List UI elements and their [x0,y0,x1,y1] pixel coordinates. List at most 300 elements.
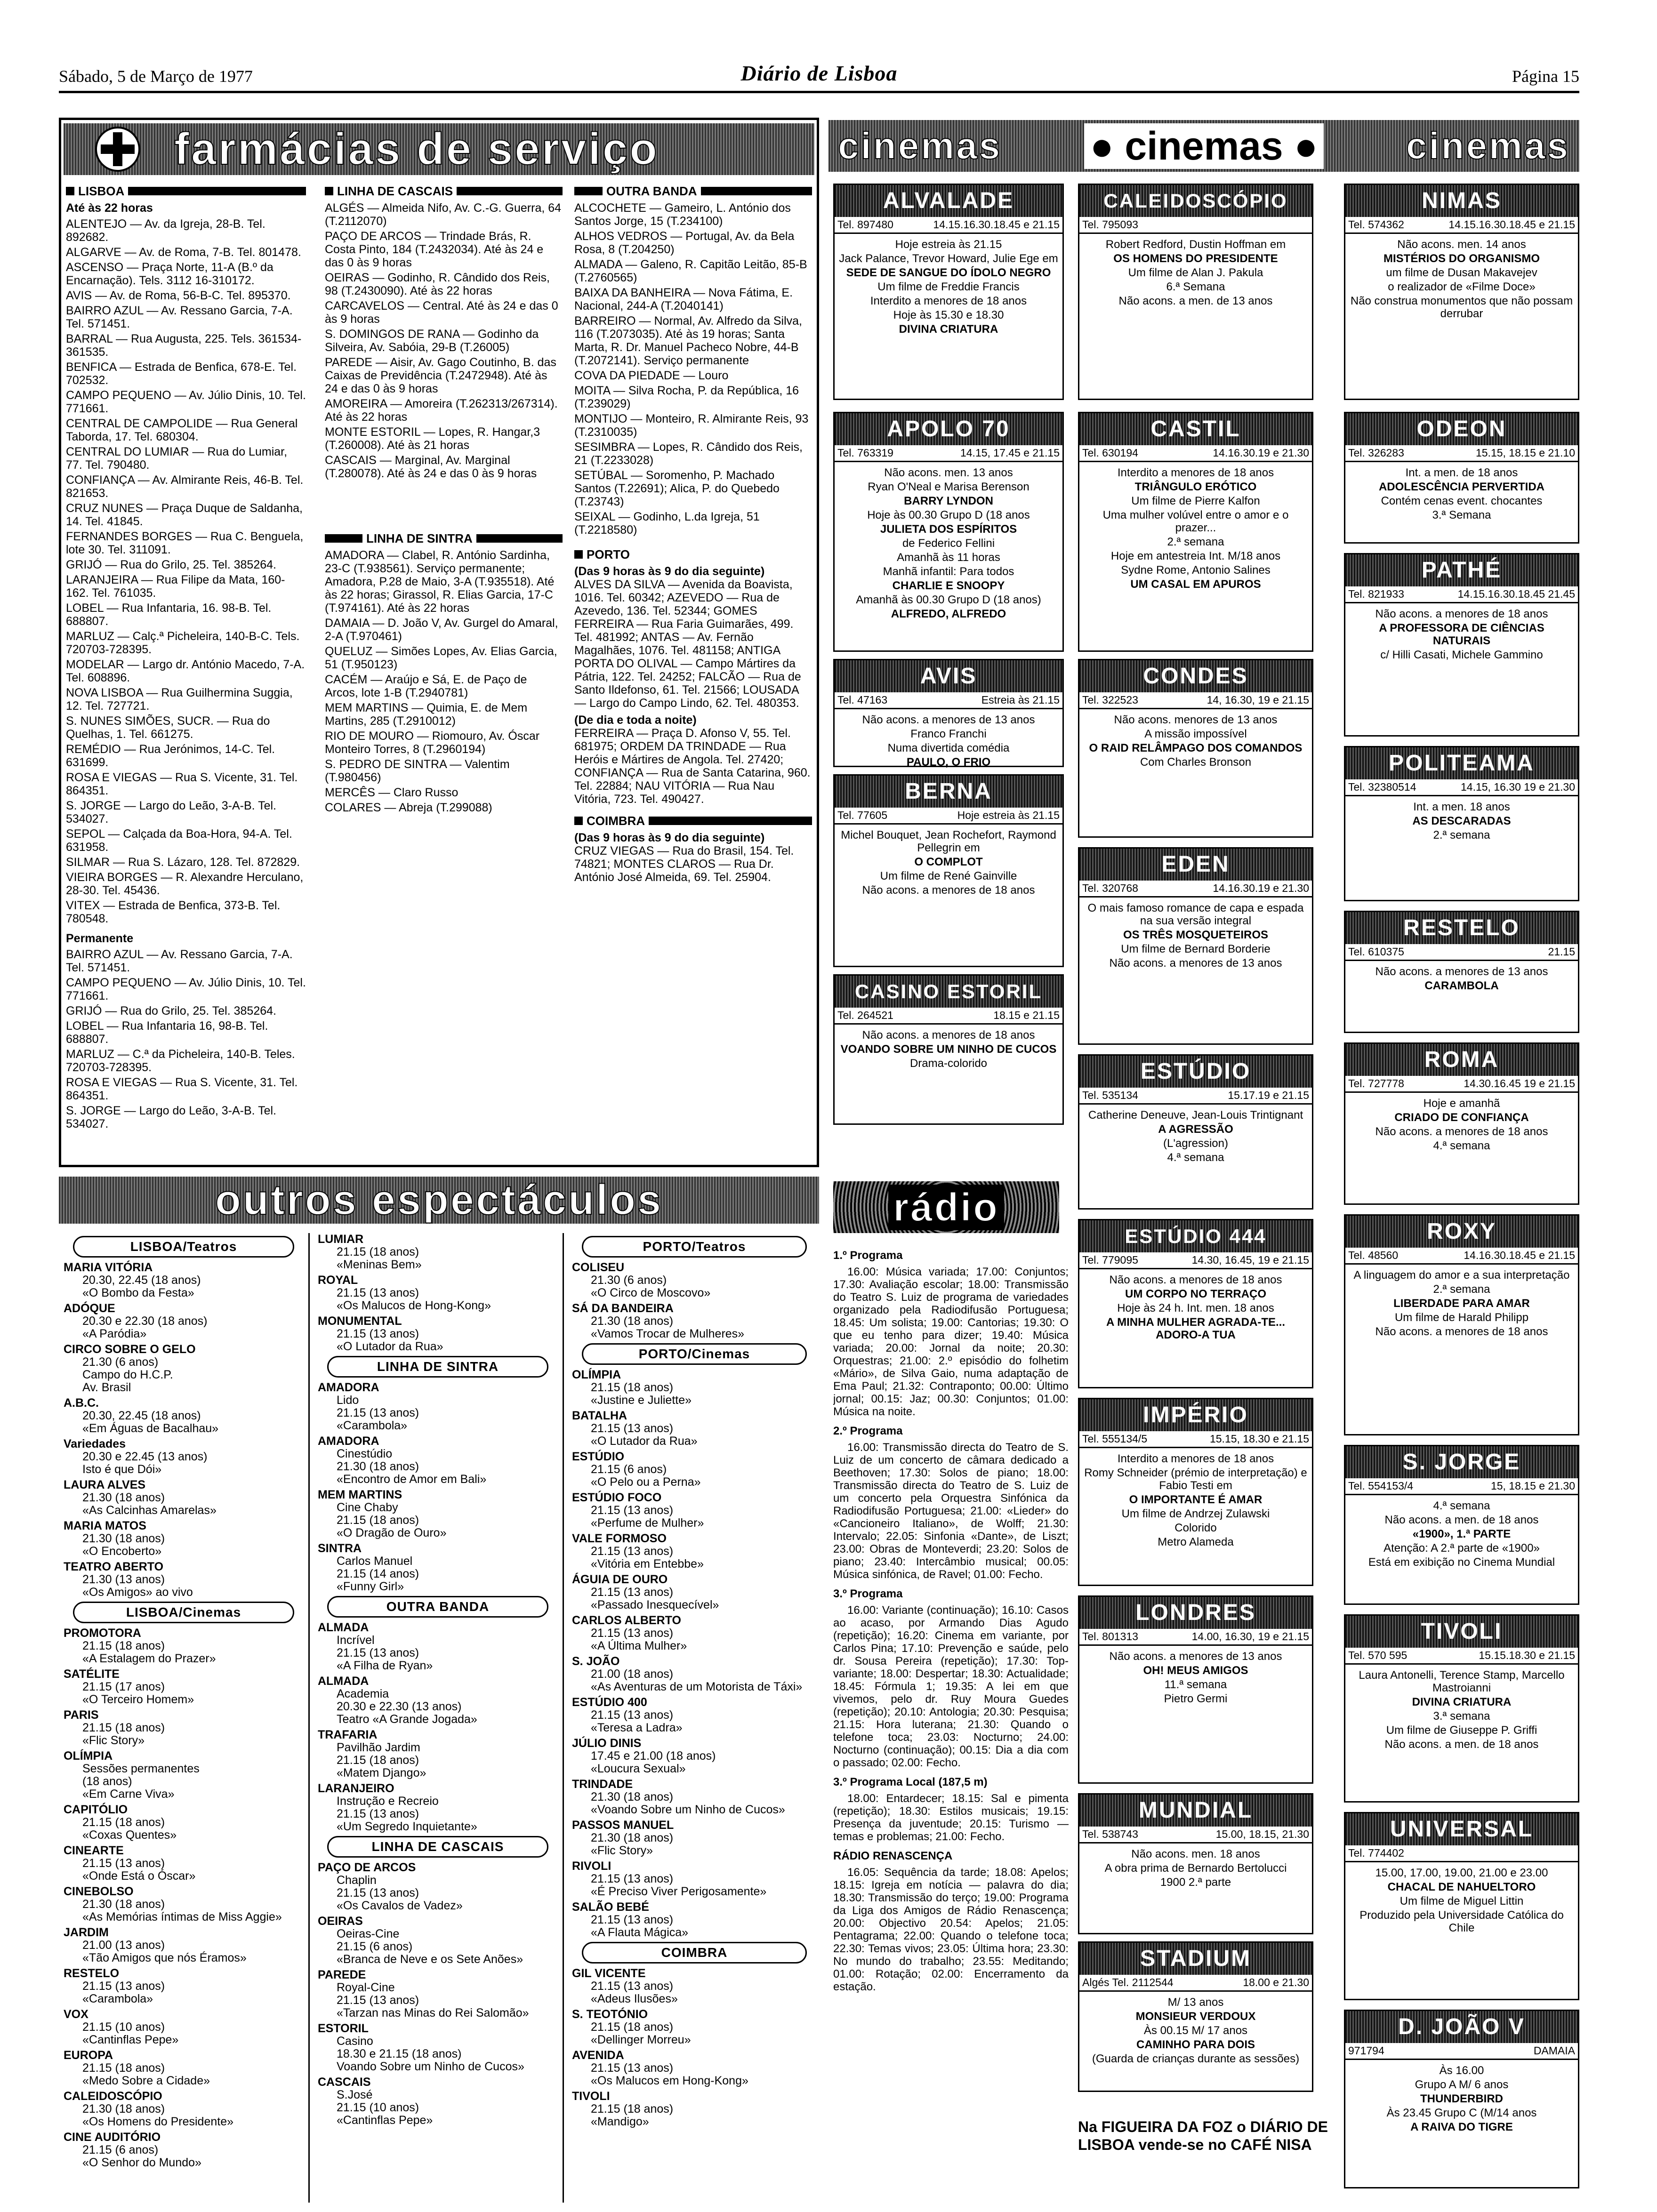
show-line: «O Terceiro Homem» [82,1693,194,1706]
show-entry [572,1302,817,1340]
cinema-box-restelo [1344,911,1579,1033]
show-entry [64,2090,304,2128]
lisboa-list [66,217,306,925]
cinema-box-pathe [1344,553,1579,737]
pharmacy-entry: BAIRRO AZUL — Av. Ressano Garcia, 7-A. Tel. 571451. [66,304,293,330]
cinema-tel-row [1345,1845,1578,1862]
venue-name: PARIS [64,1708,99,1722]
cinema-box-mundial [1078,1793,1313,1934]
venue-name: CINE AUDITÓRIO [64,2131,161,2144]
show-line: Sessões permanentes [82,1762,200,1775]
cinema-line: A missão impossível [1144,728,1247,740]
cinema-phone: Tel. 897480 [837,218,893,231]
show-entry [572,1614,817,1652]
cinema-tel-row [1079,881,1312,898]
cinema-tel-row [1345,1248,1578,1265]
cinema-box-eden [1078,847,1313,1045]
cinema-line: Michel Bouquet, Jean Rochefort, Raymond Pellegrin em [841,829,1056,854]
cinema-name: NIMAS [1345,185,1578,217]
cinema-line: Um filme de Andrzej Zulawski [1121,1507,1270,1520]
pharmacy-entry: MARLUZ — C.ª da Picheleira, 140-B. Teles. 720703-728395. [66,1048,295,1074]
cinema-phone: Tel. 801313 [1082,1630,1138,1643]
show-line: «Branca de Neve e os Sete Anões» [337,1953,523,1966]
show-entry [318,1782,558,1833]
cinema-tel-row [1345,2043,1578,2060]
cinema-times: 15.15, 18.30 e 21.15 [1209,1433,1309,1445]
pharmacy-entry: VITEX — Estrada de Benfica, 373-B. Tel. 780548. [66,899,281,925]
cinema-box-castil [1078,412,1313,652]
outros-banner [59,1177,819,1224]
cinema-tel-row [1345,217,1578,234]
pharmacy-entry: RIO DE MOURO — Riomouro, Av. Óscar Monteiro Torres, 8 (T.2960194) [325,729,540,756]
cinemas-title-right: cinemas [1406,125,1570,167]
cinema-times: 21.15 [1548,946,1575,958]
section-pill: PORTO/Cinemas [582,1343,807,1365]
venue-name: RIVOLI [572,1859,611,1873]
venue-name: AMADORA [318,1435,379,1448]
show-line: 21.15 (13 anos) [591,1872,674,1885]
cinema-tel-row [1079,1431,1312,1448]
cinema-line: Pietro Germi [1164,1692,1228,1705]
cinema-box-imperio [1078,1398,1313,1586]
show-entry [64,1844,304,1883]
show-line: «Matem Django» [337,1766,426,1779]
show-line: 21.15 (13 anos) [591,1504,674,1517]
venue-name: VALE FORMOSO [572,1532,667,1545]
cinema-line: Não acons. men. 14 anos [1397,238,1526,251]
show-line: 21.15 (18 anos) [82,1721,165,1734]
cinema-line: AS DESCARADAS [1412,815,1511,827]
show-line: «Um Segredo Inquietante» [337,1820,477,1833]
show-line: «O Senhor do Mundo» [82,2156,201,2169]
cinema-line: BARRY LYNDON [904,495,993,507]
cinema-line: OS TRÊS MOSQUETEIROS [1123,929,1269,941]
cinema-line: PAULO, O FRIO [906,756,991,769]
cinema-line: O RAID RELÂMPAGO DOS COMANDOS [1089,742,1303,754]
cinema-phone: Tel. 727778 [1348,1077,1404,1090]
show-line: «Em Águas de Bacalhau» [82,1422,219,1435]
show-line: 21.30 (18 anos) [591,1314,674,1328]
pharmacy-entry: CAMPO PEQUENO — Av. Júlio Dinis, 10. Tel. 771661. [66,976,306,1002]
show-line: S.José [337,2088,373,2101]
show-line: 21.15 (13 anos) [591,1422,674,1435]
show-line: 21.15 (18 anos) [591,2020,674,2034]
show-line: Carlos Manuel [337,1555,413,1568]
venue-name: CASCAIS [318,2076,371,2089]
show-line: «Cantinflas Pepe» [82,2033,179,2046]
show-line: 21.30 (6 anos) [82,1355,159,1369]
show-entry [318,1861,558,1912]
cinema-line: Não acons. a menores de 18 anos [862,884,1035,897]
show-entry [572,1261,817,1299]
cinema-line: Não acons. men. 18 anos [1131,1848,1260,1860]
show-line: Instrução e Recreio [337,1795,439,1808]
cinema-line: M/ 13 anos [1167,1996,1224,2009]
cinema-tel-row [1079,692,1312,709]
cinema-line: Drama-colorido [909,1057,988,1070]
cinema-line: 2.ª semana [1167,536,1224,548]
cinema-line: Não acons. a menores de 18 anos [1375,1325,1548,1338]
cinema-name: APOLO 70 [835,413,1062,445]
venue-name: TEATRO ABERTO [64,1560,164,1573]
venue-name: CINEBOLSO [64,1885,134,1898]
show-entry [64,1627,304,1665]
show-line: (18 anos) [82,1775,132,1788]
radio-p4-text: 18.00: Entardecer; 18.15: Sal e pimenta (repetição); 18.30: Estilos musicais; 19.15: Presença da juventude; 20.15: Turismo — temas e problemas; 21.00: Fecho. [833,1792,1069,1843]
pharmacy-entry: GRIJÓ — Rua do Grilo, 25. Tel. 385264. [66,558,276,571]
pharmacy-entry: SEPOL — Calçada da Boa-Hora, 94-A. Tel. 631958. [66,827,292,854]
cinema-line: Um filme de Bernard Borderie [1121,943,1271,955]
cinema-line: Contém cenas event. chocantes [1381,495,1543,507]
cinema-box-estudio444 [1078,1219,1313,1388]
cinema-line: MONSIEUR VERDOUX [1135,2010,1256,2023]
show-entry [572,1860,817,1898]
pharmacy-entry: CAMPO PEQUENO — Av. Júlio Dinis, 10. Tel. 771661. [66,389,306,415]
venue-name: AVENIDA [572,2049,624,2062]
show-line: «Justine e Juliette» [591,1394,692,1407]
pharmacy-entry: PAREDE — Aisir, Av. Gago Coutinho, B. das Caixas de Previdência (T.2472948). Até às 24 e das 0 às 9 horas [325,356,556,395]
show-line: 21.15 (13 anos) [591,1586,674,1599]
cinema-line: Não construa monumentos que não possam derrubar [1350,295,1573,320]
show-entry [572,2049,817,2087]
show-line: «A Última Mulher» [591,1639,687,1652]
cinema-line: CRIADO DE CONFIANÇA [1394,1111,1529,1124]
cinemas-title-mid: ● cinemas ● [1084,123,1323,169]
pharmacy-entry: COLARES — Abreja (T.299088) [325,801,492,814]
show-entry [318,1274,558,1312]
pharmacy-entry: CENTRAL DE CAMPOLIDE — Rua General Taborda, 17. Tel. 680304. [66,417,298,443]
venue-name: LAURA ALVES [64,1478,146,1491]
cinema-phone: Tel. 47163 [837,694,888,706]
show-entry [572,1451,817,1489]
show-entry [64,1926,304,1964]
cinema-name: CASTIL [1079,413,1312,445]
cinema-line: Hoje e amanhã [1423,1097,1500,1110]
show-line: «As Aventuras de um Motorista de Táxi» [591,1680,803,1693]
show-line: «Coxas Quentes» [82,1828,177,1842]
pharmacy-entry: BARRAL — Rua Augusta, 225. Tels. 361534-361535. [66,332,302,359]
cinema-line: Não acons. a menores de 13 anos [862,713,1035,726]
show-line: 21.15 (18 anos) [337,1514,419,1527]
show-line: «A Paródia» [82,1327,147,1340]
pharmacy-entry: VIEIRA BORGES — R. Alexandre Herculano, 28-30. Tel. 45436. [66,871,304,897]
cinema-line: SEDE DE SANGUE DO ÍDOLO NEGRO [846,266,1051,279]
show-entry [318,1915,558,1966]
cinema-line: Robert Redford, Dustin Hoffman em [1105,238,1286,251]
venue-name: LARANJEIRO [318,1782,394,1795]
show-entry [64,1520,304,1558]
pharmacy-entry: SILMAR — Rua S. Lázaro, 128. Tel. 872829. [66,856,300,869]
cross-icon [89,126,146,173]
cascais-heading: LINHA DE CASCAIS [337,184,453,198]
show-line: 21.30 (18 anos) [337,1460,419,1473]
cinema-phone: 971794 [1348,2044,1384,2057]
cinema-box-berna [833,774,1064,967]
pharmacy-entry: DAMAIA — D. João V, Av. Gurgel do Amaral, 2-A (T.970461) [325,617,558,643]
radio-p5-title: RÁDIO RENASCENÇA [833,1850,953,1862]
cinema-line: Romy Schneider (prémio de interpretação) e Fabio Testi em [1084,1467,1307,1492]
show-line: 21.30 (18 anos) [591,1790,674,1803]
show-line: «A Flauta Mágica» [591,1926,689,1939]
section-pill: LINHA DE SINTRA [327,1356,548,1378]
cascais-list [325,201,563,480]
pharmacy-entry: PAÇO DE ARCOS — Trindade Brás, R. Costa Pinto, 184 (T.2432034). Até às 24 e das 0 às 9 horas [325,230,544,269]
lisboa-heading: LISBOA [78,184,125,198]
show-line: 21.30 (13 anos) [82,1573,165,1586]
show-line: Voando Sobre um Ninho de Cucos» [337,2060,524,2073]
show-line: «As Memórias íntimas de Miss Aggie» [82,1910,282,1923]
cinema-line: Hoje às 15.30 e 18.30 [893,309,1004,321]
cinema-phone: Tel. 570 595 [1348,1649,1408,1661]
cinema-box-londres [1078,1595,1313,1784]
cinema-name: LONDRES [1079,1597,1312,1629]
cinema-line: CAMINHO PARA DOIS [1136,2038,1255,2051]
pharmacy-entry: CARCAVELOS — Central. Até às 24 e das 0 às 9 horas [325,299,558,326]
venue-name: ROYAL [318,1274,358,1287]
cinema-line: A PROFESSORA DE CIÊNCIAS NATURAIS [1379,622,1544,647]
cinema-line: Ryan O'Neal e Marisa Berenson [868,481,1030,493]
cinema-line: Um filme de Miguel Littin [1400,1895,1524,1907]
show-line: Campo do H.C.P. [82,1368,173,1381]
figueira-text: Na FIGUEIRA DA FOZ o DIÁRIO DE LISBOA vende-se no CAFÉ NISA [1078,2118,1328,2153]
pharmacy-entry: MERCÊS — Claro Russo [325,786,458,799]
farmacias-banner [64,123,814,175]
cinema-box-casino [833,974,1064,1125]
cinema-phone: Tel. 795093 [1082,218,1138,231]
show-line: 21.15 (13 anos) [337,1886,419,1899]
show-line: Casino [337,2035,373,2048]
venue-name: MONUMENTAL [318,1314,402,1328]
cinema-line: «1900», 1.ª PARTE [1412,1528,1511,1540]
radio-banner [833,1181,1059,1233]
farmacias-banda-porto-coimbra [574,184,812,1159]
cinema-box-tivoli [1344,1614,1579,1803]
cinema-line: OS HOMENS DO PRESIDENTE [1113,252,1278,265]
show-line: 20.30 e 22.45 (13 anos) [82,1450,208,1463]
pharmacy-entry: S. DOMINGOS DE RANA — Godinho da Silveira, Av. Sabóia, 29-B (T.26005) [325,328,539,354]
cinema-tel-row [1345,944,1578,961]
cinema-name: PATHÉ [1345,554,1578,586]
cinema-line: VOANDO SOBRE UM NINHO DE CUCOS [840,1043,1057,1056]
cinema-box-sjorge [1344,1445,1579,1605]
cinema-line: A linguagem do amor e a sua interpretação [1353,1269,1570,1282]
venue-name: S. TEOTÓNIO [572,2008,648,2021]
pharmacy-entry: BARREIRO — Normal, Av. Alfredo da Silva, 116 (T.2073035). Até às 19 horas; Santa Marta, R. Dr. Manuel Pacheco Nobre, 44-B (T.2072141). Serviço permanente [574,314,802,367]
cinema-tel-row [1079,1629,1312,1646]
show-line: 21.15 (13 anos) [591,2061,674,2075]
pharmacy-entry: S. JORGE — Largo do Leão, 3-A-B. Tel. 534027. [66,799,276,825]
cinema-name: EDEN [1079,849,1312,881]
cinema-times: Estreia às 21.15 [981,694,1060,706]
cinema-name: ROXY [1345,1216,1578,1248]
cinema-box-nimas [1344,184,1579,400]
pharmacy-entry: S. NUNES SIMÕES, SUCR. — Rua do Quelhas, 1. Tel. 661275. [66,714,270,741]
show-line: «Loucura Sexual» [591,1762,686,1775]
coimbra-text: CRUZ VIEGAS — Rua do Brasil, 154. Tel. 74821; MONTES CLAROS — Rua Dr. António José Almeida, 69. Tel. 25904. [574,844,794,884]
cinema-line: A MINHA MULHER AGRADA-TE... ADORO-A TUA [1106,1316,1285,1341]
venue-name: A.B.C. [64,1396,99,1410]
show-entry [318,1542,558,1593]
farmacias-title: farmácias de serviço [174,124,659,174]
show-line: «O Lutador da Rua» [591,1435,698,1448]
cinema-phone: Tel. 574362 [1348,218,1404,231]
cinema-phone: Tel. 610375 [1348,946,1404,958]
show-line: «Teresa a Ladra» [591,1721,683,1734]
venue-name: GIL VICENTE [572,1967,646,1980]
show-line: «Flic Story» [591,1844,653,1857]
cinema-line: Às 00.15 M/ 17 anos [1143,2024,1248,2037]
show-entry [318,1315,558,1353]
cinema-name: ODEON [1345,413,1578,445]
venue-name: OLÍMPIA [64,1749,113,1763]
coimbra-heading: COIMBRA [587,814,645,828]
cinema-line: 4.ª semana [1433,1139,1490,1152]
venue-name: SINTRA [318,1542,362,1555]
show-entry [64,1885,304,1923]
cinema-times: 15.17.19 e 21.15 [1228,1089,1309,1101]
venue-name: PROMOTORA [64,1627,141,1640]
show-entry [318,1489,558,1539]
cinema-phone: Tel. 264521 [837,1009,893,1021]
venue-name: S. JOÃO [572,1655,620,1668]
cinema-line: c/ Hilli Casati, Michele Gammino [1380,649,1543,661]
cinema-line: Não acons. men. 13 anos [884,466,1013,479]
venue-name: TRAFARIA [318,1728,378,1741]
cinema-line: (L'agression) [1163,1137,1228,1150]
show-line: «O Circo de Moscovo» [591,1286,711,1299]
cinema-times: 14.16.30.19 e 21.30 [1213,882,1309,894]
cinema-line: Interdito a menores de 18 anos [870,295,1027,307]
show-entry [572,1532,817,1571]
cinema-name: ALVALADE [835,185,1062,217]
show-entry [318,1381,558,1432]
pharmacy-entry: CONFIANÇA — Av. Almirante Reis, 46-B. Tel. 821653. [66,473,304,500]
farmacias-cascais-sintra [325,184,563,1159]
show-line: «Em Carne Viva» [82,1787,175,1801]
cinema-line: Numa divertida comédia [887,742,1010,754]
pharmacy-entry: AMADORA — Clabel, R. António Sardinha, 23-C (T.938561). Serviço permanente; Amadora, P.28 de Maio, 3-A (T.935518). Até às 22 horas; Girassol, R. Elias Garcia, 17-C (T.974161). Até às 22 horas [325,549,555,615]
outros-col-1 [64,1233,304,2203]
show-entry [572,1778,817,1816]
venue-name: LUMIAR [318,1233,364,1246]
page-number: Página 15 [1512,67,1579,86]
cinema-line: Não acons. a menores de 13 anos [1109,1650,1282,1663]
pharmacy-entry: CASCAIS — Marginal, Av. Marginal (T.280078). Até às 24 e das 0 às 9 horas [325,454,537,480]
show-line: 21.15 (13 anos) [591,1545,674,1558]
show-entry [572,2008,817,2046]
show-entry [64,1302,304,1340]
pharmacy-entry: CENTRAL DO LUMIAR — Rua do Lumiar, 77. Tel. 790480. [66,445,288,472]
cinema-line: Com Charles Bronson [1140,756,1252,769]
show-line: 20.30 e 22.30 (18 anos) [82,1314,208,1328]
show-entry [318,2076,558,2127]
show-line: «Passado Inesquecível» [591,1598,719,1611]
cinema-tel-row [1345,586,1578,603]
cinema-line: 2.ª semana [1433,1283,1490,1296]
pharmacy-entry: BAIXA DA BANHEIRA — Nova Fátima, E. Nacional, 244-A (T.2040141) [574,286,793,313]
porto-hours: (Das 9 horas às 9 do dia seguinte) [574,565,765,578]
cinema-times: 14.16.30.18.45 e 21.15 [1464,1249,1575,1261]
show-line: 21.15 (6 anos) [82,2143,159,2156]
radio-p4-title: 3.º Programa Local (187,5 m) [833,1776,988,1788]
cinema-name: D. JOÃO V [1345,2011,1578,2043]
cinema-phone: Tel. 326283 [1348,447,1404,459]
cinema-line: Não acons. a menores de 13 anos [1109,957,1282,970]
venue-name: ESTÚDIO 400 [572,1696,647,1709]
cinema-times: 14.15.16.30.18.45 e 21.15 [933,218,1060,231]
cinema-line: A AGRESSÃO [1158,1123,1233,1136]
permanente-list [66,948,306,1130]
show-line: «O Bombo da Festa» [82,1286,194,1299]
cinema-line: 11.ª semana [1164,1678,1227,1691]
venue-name: MARIA MATOS [64,1519,146,1532]
pharmacy-entry: ALGÉS — Almeida Nifo, Av. C.-G. Guerra, 64 (T.2112070) [325,201,562,228]
cinema-line: Às 16.00 [1439,2064,1484,2077]
issue-date: Sábado, 5 de Março de 1977 [59,67,253,86]
venue-name: ADÓQUE [64,1302,115,1315]
cinema-line: Jack Palance, Trevor Howard, Julie Ege em [839,252,1058,265]
cinema-line: Grupo A M/ 6 anos [1415,2078,1509,2091]
show-entry [572,1967,817,2005]
cinema-line: Sydne Rome, Antonio Salines [1121,564,1271,577]
cinema-phone: Tel. 774402 [1348,1847,1404,1859]
cinema-phone: Tel. 821933 [1348,588,1404,600]
show-line: Academia [337,1687,389,1700]
cinema-line: CHARLIE E SNOOPY [892,579,1005,592]
show-line: 21.15 (10 anos) [82,2020,165,2034]
cinema-line: MISTÉRIOS DO ORGANISMO [1383,252,1540,265]
cinema-times: DAMAIA [1533,2044,1575,2057]
cinema-line: JULIETA DOS ESPÍRITOS [880,523,1017,536]
show-line: Isto é que Dói» [82,1463,162,1476]
radio-title: rádio [888,1185,1004,1230]
cinema-phone: Tel. 32380514 [1348,781,1416,793]
cinema-line: THUNDERBIRD [1420,2092,1503,2105]
cinema-line: Um filme de Pierre Kalfon [1131,495,1260,507]
show-line: 20.30, 22.45 (18 anos) [82,1409,201,1422]
cinema-box-apolo [833,412,1064,652]
show-line: 21.15 (13 anos) [337,1406,419,1419]
section-pill: PORTO/Teatros [582,1236,807,1258]
show-line: 21.15 (13 anos) [591,1627,674,1640]
show-line: «Funny Girl» [337,1580,404,1593]
cinema-line: CARAMBOLA [1424,979,1499,992]
venue-name: ESTÚDIO FOCO [572,1491,662,1504]
cinema-name: AVIS [835,660,1062,692]
section-pill: LISBOA/Cinemas [73,1602,294,1623]
cinema-tel-row [835,808,1062,825]
radio-p1-text: 16.00: Música variada; 17.00: Conjuntos; 17.30: Avaliação escolar; 18.00: Transmissão do Teatro S. Luiz de programa de variedades organizado pela Radiodifusão Portuguesa; 18.45: Um solista; 19.00: Cantorias; 19.30: O que eu tenho para dizer; 19.40: Música variada; 20.00: Jornal da noite; 20.30: Orquestras; 21.00: 2.º episódio do folhetim «Mário», de Silva Gaio, numa adaptação de Ema Paul; 21.32: Contraponto; 00.00: Último jornal; 00.15: Jaz; 00.30: Conjuntos; 01.00: Música na noite. [833,1266,1069,1418]
cinema-line: Um filme de Alan J. Pakula [1128,266,1263,279]
pharmacy-entry: FERNANDES BORGES — Rua C. Benguela, lote 30. Tel. 311091. [66,530,304,556]
pharmacy-entry: MONTIJO — Monteiro, R. Almirante Reis, 93 (T.2310035) [574,412,809,439]
show-entry [318,1435,558,1486]
show-line: 21.15 (13 anos) [82,1857,165,1870]
show-entry [64,2049,304,2087]
show-entry [318,2022,558,2073]
venue-name: ALMADA [318,1621,369,1634]
cinema-line: Está em exibição no Cinema Mundial [1368,1556,1555,1569]
cinema-line: ADOLESCÊNCIA PERVERTIDA [1378,481,1545,493]
cinema-line: Hoje em antestreia Int. M/18 anos [1110,550,1281,562]
show-entry [64,1750,304,1801]
pharmacy-entry: ALCOCHETE — Gameiro, L. António dos Santos Jorge, 15 (T.234100) [574,201,791,228]
show-line: 17.45 e 21.00 (18 anos) [591,1749,716,1763]
venue-name: AMADORA [318,1381,379,1394]
show-line: «Medo Sobre a Cidade» [82,2074,210,2087]
cinema-phone: Tel. 77605 [837,809,888,821]
cinema-times: 14.15, 16.30 19 e 21.30 [1461,781,1575,793]
